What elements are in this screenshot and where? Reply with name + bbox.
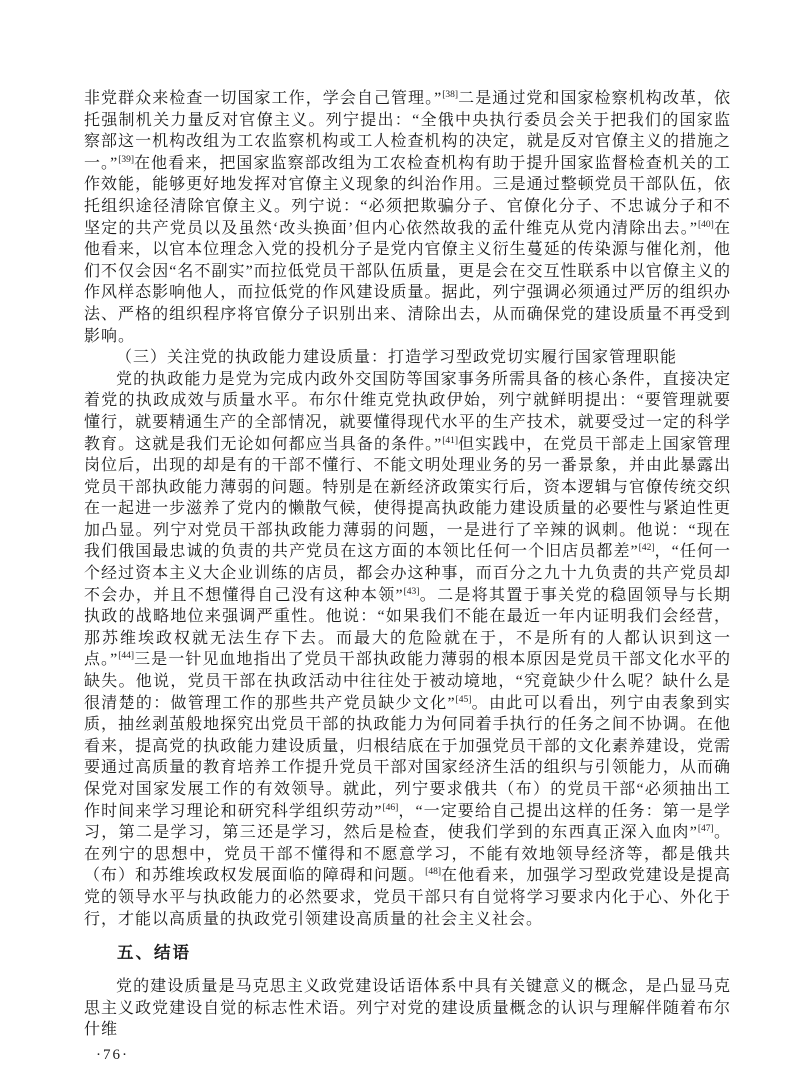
citation-ref: [42] [638, 543, 655, 554]
paragraph-continuation: 非党群众来检查一切国家工作，学会自己管理。”[38]二是通过党和国家检察机构改革，依托强制机关力量反对官僚主义。列宁提出：“全俄中央执行委员会关于把我们的国家监察部这一机构改组为工农监察机构或工人检查机构的决定，就是反对官僚主义的措施之一。”[39]在他看来，把国家监察部改组为工农检查机构有助于提升国家监督检查机关的工作效能，能够更好地发挥对官僚主义现象的纠治作用。三是通过整顿党员干部队伍，依托组织途径清除官僚主义。列宁说：“必须把欺骗分子、官僚化分子、不忠诚分子和不坚定的共产党员以及虽然‘改头换面’但内心依然故我的孟什维克从党内清除出去。”[40]在他看来，以官本位理念入党的投机分子是党内官僚主义衍生蔓延的传染源与催化剂，他们不仅会因“名不副实”而拉低党员干部队伍质量，更是会在交互性联系中以官僚主义的作风样态影响他人，而拉低党的作风建设质量。据此，列宁强调必须通过严厉的组织办法、严格的组织程序将官僚分子识别出来、清除出去，从而确保党的建设质量不再受到影响。 [84, 90, 731, 345]
text-column [84, 88, 731, 1066]
paragraph-conclusion: 党的建设质量是马克思主义政党建设话语体系中具有关键意义的概念，是凸显马克思主义政党建设自觉的标志性术语。列宁对党的建设质量概念的认识与理解伴随着布尔什维 [84, 978, 731, 1039]
citation-ref: [39] [118, 154, 135, 165]
citation-ref: [47] [697, 824, 714, 835]
citation-ref: [44] [118, 651, 135, 662]
paragraph-executive-capacity: 党的执政能力是党为完成内政外交国防等国家事务所需具备的核心条件，直接决定着党的执政成效与质量水平。布尔什维克党执政伊始，列宁就鲜明提出：“要管理就要懂行，就要精通生产的全部情况，就要懂得现代水平的生产技术，就要受过一定的科学教育。这就是我们无论如何都应当具备的条件。”[41]但实践中，在党员干部走上国家管理岗位后，出现的却是有的干部不懂行、不能文明处理业务的另一番景象，并由此暴露出党员干部执政能力薄弱的问题。特别是在新经济政策实行后，资本逻辑与官僚传统交织在一起进一步滋养了党内的懒散气候，使得提高执政能力建设质量的必要性与紧迫性更加凸显。列宁对党员干部执政能力薄弱的问题，一是进行了辛辣的讽刺。他说：“现在我们俄国最忠诚的负责的共产党员在这方面的本领比任何一个旧店员都差”[42]，“任何一个经过资本主义大企业训练的店员，都会办这种事，而百分之九十九负责的共产党员却不会办，并且不想懂得自己没有这种本领”[43]。二是将其置于事关党的稳固领导与长期执政的战略地位来强调严重性。他说：“如果我们不能在最近一年内证明我们会经营，那苏维埃政权就无法生存下去。而最大的危险就在于，不是所有的人都认识到这一点。”[44]三是一针见血地指出了党员干部执政能力薄弱的根本原因是党员干部文化水平的缺失。他说，党员干部在执政活动中往往处于被动境地，“究竟缺少什么呢？缺什么是很清楚的：做管理工作的那些共产党员缺少文化”[45]。由此可以看出，列宁由表象到实质，抽丝剥茧般地探究出党员干部的执政能力为何同着手执行的任务之间不协调。在他看来，提高党的执政能力建设质量，归根结底在于加强党员干部的文化素养建设，党需要通过高质量的教育培养工作提升党员干部对国家经济生活的组织与引领能力，从而确保党对国家发展工作的有效领导。就此，列宁要求俄共（布）的党员干部“必须抽出工作时间来学习理论和研究科学组织劳动”[46]，“一定要给自己提出这样的任务：第一是学习，第二是学习，第三还是学习，然后是检查，使我们学到的东西真正深入血肉”[47]。在列宁的思想中，党员干部不懂得和不愿意学习，不能有效地领导经济等，都是俄共（布）和苏维埃政权发展面临的障碍和问题。[48]在他看来，加强学习型政党建设是提高党的领导水平与执政能力的必然要求，党员干部只有自觉将学习要求内化于心、外化于行，才能以高质量的执政党引领建设高质量的社会主义社会。 [84, 370, 731, 928]
section-heading-conclusion: 五、结语 [117, 944, 191, 963]
citation-ref: [41] [442, 435, 459, 446]
citation-ref: [45] [455, 694, 472, 705]
citation-ref: [40] [697, 219, 714, 230]
page-number: ·76· [96, 1046, 129, 1063]
citation-ref: [38] [442, 90, 459, 100]
citation-ref: [48] [425, 867, 441, 878]
citation-ref: [46] [382, 802, 399, 813]
subsection-heading-3: （三）关注党的执政能力建设质量：打造学习型政党切实履行国家管理职能 [116, 349, 678, 367]
citation-ref: [43] [403, 586, 420, 597]
